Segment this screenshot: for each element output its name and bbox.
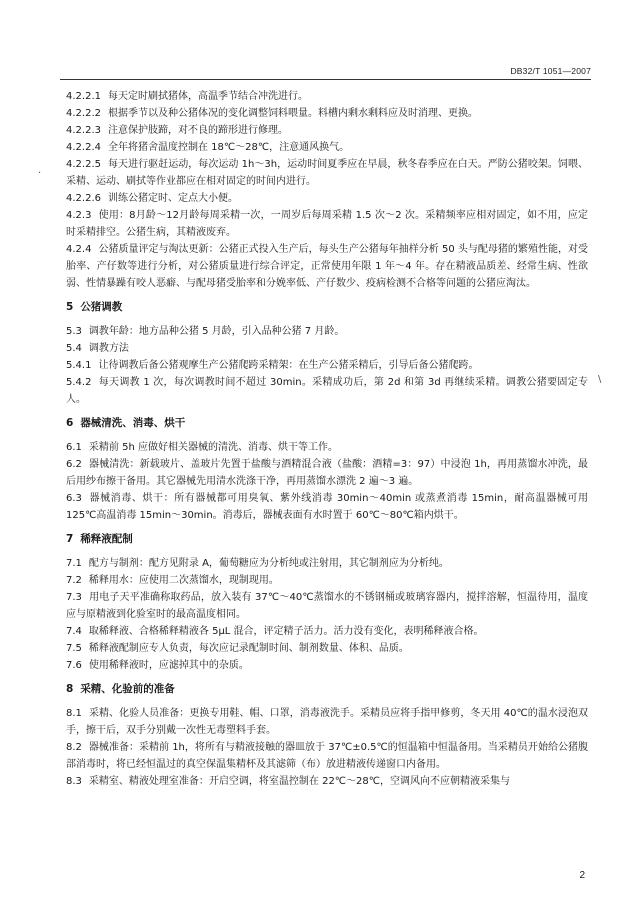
section-heading: 5 公猪调教 [66,301,123,313]
page-number: 2 [579,870,585,881]
clause: 4.2.2.1 每天定时刷拭猪体，高温季节结合冲洗进行。 [66,91,308,102]
scan-mark: . [38,165,42,176]
clause: 8.3 采精室、精液处理室准备：开启空调，将室温控制在 22℃～28℃，空调风向不应朝精液采集与 [66,776,510,787]
header-rule [60,79,591,80]
section-heading: 6 器械清洗、消毒、烘干 [66,417,186,429]
standard-code: DB32/T 1051—2007 [510,66,591,76]
clause: 7.5 稀释液配制应专人负责，每次应记录配制时间、制剂数量、体积、品质。 [66,643,409,654]
clause: 4.2.2.5 每天进行驱赶运动，每次运动 1h～3h，运动时间夏季应在早晨，秋冬春季应在白天。严防公猪咬架。饲喂、采精、运动、刷拭等作业都应在相对固定的时间内进行。 [66,159,588,187]
clause: 6.1 采精前 5h 应做好相关器械的清洗、消毒、烘干等工作。 [66,442,338,453]
section-heading: 7 稀释液配制 [66,533,133,545]
section-heading: 8 采精、化验前的准备 [66,683,175,695]
clause: 7.4 取稀释液、合格稀释精液各 5μL 混合，评定精子活力。活力没有变化，表明稀释液合格。 [66,626,484,637]
clause: 7.2 稀释用水：应使用二次蒸馏水，现制现用。 [66,575,279,586]
clause: 8.1 采精、化验人员准备：更换专用鞋、帽、口罩，消毒液洗手。采精员应将手指甲修剪，冬天用 40℃的温水浸泡双手，擦干后，双手分别戴一次性无毒塑料手套。 [66,708,588,736]
document-body [66,88,588,790]
scan-mark: \ [598,374,602,385]
clause: 4.2.3 使用：8月龄～12月龄每周采精一次，一周岁后每周采精 1.5 次～2 次。采精频率应相对固定，如不用，应定时采精排空。公猪生病，其精液废弃。 [66,210,588,238]
clause: 8.2 器械准备：采精前 1h，将所有与精液接触的器皿放于 37℃±0.5℃的恒温箱中恒温备用。当采精员开始给公猪腹部消毒时，将已经恒温过的真空保温集精杯及其滤筛（布）放进精液传递窗口内备用。 [66,742,588,770]
clause: 5.4.1 让待调教后备公猪观摩生产公猪爬跨采精架：在生产公猪采精后，引导后备公猪爬跨。 [66,360,479,371]
clause: 4.2.4 公猪质量评定与淘汰更新：公猪正式投入生产后，每头生产公猪每年抽样分析 50 头与配母猪的繁殖性能，对受胎率、产仔数等进行分析，对公猪质量进行综合评定，正常使用年限 1 年～4 年。存在精液品质差、经常生病、性欲弱、性情暴躁有咬人恶癖、与配母猪受胎率和分娩率低、产仔数少、疫病检测不合格等问题的公猪应淘汰。 [66,244,588,289]
clause: 5.3 调教年龄：地方品种公猪 5 月龄，引入品种公猪 7 月龄。 [66,326,345,337]
clause: 4.2.2.3 注意保护肢蹄，对不良的蹄形进行修理。 [66,125,288,136]
clause: 5.4 调教方法 [66,343,129,354]
clause: 5.4.2 每天调教 1 次，每次调教时间不超过 30min。采精成功后，第 2d 和第 3d 再继续采精。调教公猪要固定专人。 [66,377,588,405]
clause: 7.6 使用稀释液时，应滤掉其中的杂质。 [66,660,249,671]
clause: 4.2.2.4 全年将猪舍温度控制在 18℃～28℃，注意通风换气。 [66,142,350,153]
clause: 7.3 用电子天平准确称取药品，放入装有 37℃～40℃蒸馏水的不锈钢桶或玻璃容器内，搅拌溶解，恒温待用，温度应与原精液到化验室时的最高温度相同。 [66,592,588,620]
clause: 4.2.2.6 训练公猪定时、定点大小便。 [66,193,238,204]
clause: 6.3 器械消毒、烘干：所有器械都可用臭氧、紫外线消毒 30min～40min 或蒸煮消毒 15min，耐高温器械可用 125℃高温消毒 15min～30min。消毒后，器械表面有水时置于 60℃～80℃箱内烘干。 [66,493,588,521]
clause: 4.2.2.2 根据季节以及种公猪体况的变化调整饲料喂量。料槽内剩水剩料应及时消理、更换。 [66,108,478,119]
clause: 7.1 配方与制剂：配方见附录 A，葡萄糖应为分析纯或注射用，其它制剂应为分析纯。 [66,558,449,569]
clause: 6.2 器械清洗：新载玻片、盖玻片先置于盐酸与酒精混合液（盐酸：酒精=3：97）中浸泡 1h，再用蒸馏水冲洗，最后用纱布擦干备用。其它器械先用清水洗涤干净，再用蒸馏水漂洗 2 遍～3 遍。 [66,459,588,487]
